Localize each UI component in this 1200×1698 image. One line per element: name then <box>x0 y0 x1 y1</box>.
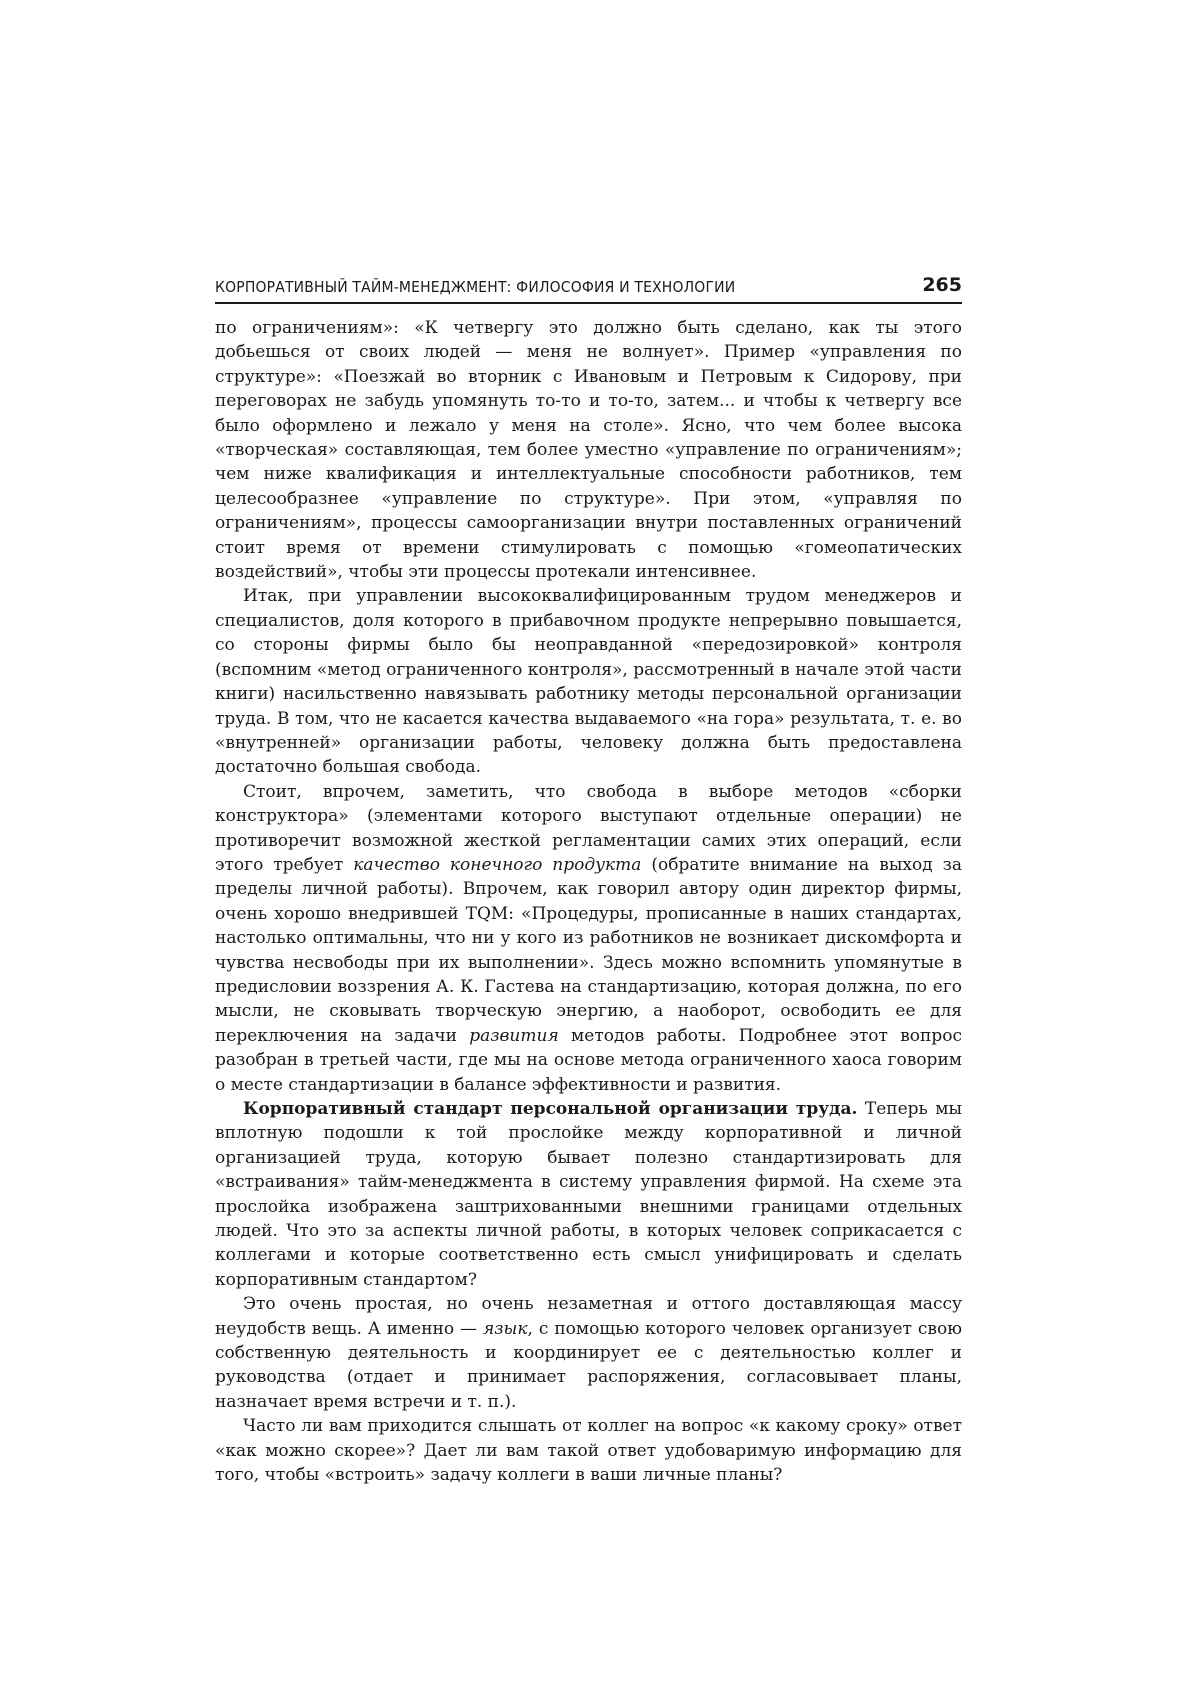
body-text <box>215 316 962 1488</box>
paragraph-3 <box>215 780 962 1097</box>
emphasis-quality-of-final-product: качество конечного продукта <box>353 854 642 875</box>
paragraph-4-text: Теперь мы вплотную подошли к той прослойке между корпоративной и личной организацией труда, которую бывает полезно стандартизировать для «встраивания» тайм-менеджмента в систему управления фирмой. На схеме эта прослойка изображена заштрихованными внешними границами отдельных людей. Что это за аспекты личной работы, в которых человек соприкасается с коллегами и которые соответственно есть смысл унифицировать и сделать корпоративным стандартом? <box>215 1099 962 1290</box>
paragraph-3-text-c: методов работы. Подробнее этот вопрос разобран в третьей части, где мы на основе метода ограниченного хаоса говорим о месте стандартизации в балансе эффективности и развития. <box>215 1025 962 1095</box>
paragraph-2: Итак, при управлении высококвалифицированным трудом менеджеров и специалистов, доля которого в прибавочном продукте непрерывно повышается, со стороны фирмы было бы неоправданной «передозировкой» контроля (вспомним «метод ограниченного контроля», рассмотренный в начале этой части книги) насильственно навязывать работнику методы персональной организации труда. В том, что не касается качества выдаваемого «на гора» результата, т. е. во «внутренней» организации работы, человеку должна быть предоставлена достаточно большая свобода. <box>215 586 962 778</box>
paragraph-3-text-a: Стоит, впрочем, заметить, что свобода в выборе методов «сборки конструктора» (элементами которого выступают отдельные операции) не противоречит возможной жесткой регламентации самих этих операций, если этого требует <box>215 781 962 875</box>
emphasis-language: язык <box>483 1318 528 1339</box>
page-number: 265 <box>922 274 962 296</box>
page-header <box>215 276 962 304</box>
paragraph-1: по ограничениям»: «К четвергу это должно быть сделано, как ты этого добьешься от своих людей — меня не волнует». Пример «управления по структуре»: «Поезжай во вторник с Ивановым и Петровым к Сидорову, при переговорах не забудь упомянуть то-то и то-то, затем... и чтобы к четвергу все было оформлено и лежало у меня на столе». Ясно, что чем более высока «творческая» составляющая, тем более уместно «управление по ограничениям»; чем ниже квалификация и интеллектуальные способности работников, тем целесообразнее «управление по структуре». При этом, «управляя по ограничениям», процессы самоорганизации внутри поставленных ограничений стоит время от времени стимулировать с помощью «гомеопатических воздействий», чтобы эти процессы протекали интенсивнее. <box>215 318 962 583</box>
paragraph-4 <box>215 1097 962 1292</box>
section-heading-inline: Корпоративный стандарт персональной организации труда. <box>243 1099 858 1119</box>
paragraph-5 <box>215 1292 962 1414</box>
paragraph-6: Часто ли вам приходится слышать от коллег на вопрос «к какому сроку» ответ «как можно скорее»? Дает ли вам такой ответ удобоваримую информацию для того, чтобы «встроить» задачу коллеги в ваши личные планы? <box>215 1416 962 1486</box>
paragraph-5-text-b: , с помощью которого человек организует свою собственную деятельность и координирует ее с деятельностью коллег и руководства (отдает и принимает распоряжения, согласовывает планы, назначает время встречи и т. п.). <box>215 1318 962 1412</box>
paragraph-3-text-b: (обратите внимание на выход за пределы личной работы). Впрочем, как говорил автору один директор фирмы, очень хорошо внедрившей TQM: «Процедуры, прописанные в наших стандартах, настолько оптимальны, что ни у кого из работников не возникает дискомфорта и чувства несвободы при их выполнении». Здесь можно вспомнить упомянутые в предисловии воззрения А. К. Гастева на стандартизацию, которая должна, по его мысли, не сковывать творческую энергию, а наоборот, освободить ее для переключения на задачи <box>215 854 962 1046</box>
emphasis-development: развития <box>469 1025 559 1046</box>
running-title: КОРПОРАТИВНЫЙ ТАЙМ-МЕНЕДЖМЕНТ: ФИЛОСОФИЯ И ТЕХНОЛОГИИ <box>215 278 736 296</box>
paragraph-5-text-a: Это очень простая, но очень незаметная и оттого доставляющая массу неудобств вещь. А именно — <box>215 1294 962 1339</box>
